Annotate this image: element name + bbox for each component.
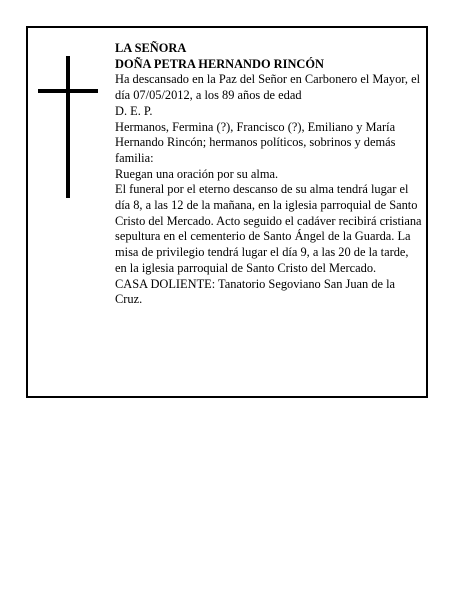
cross-vertical-bar [66,56,70,198]
cross-horizontal-bar [38,89,98,93]
obituary-notice [26,26,428,398]
family-list: Hermanos, Fermina (?), Francisco (?), Emiliano y María Hernando Rincón; hermanos políticos, sobrinos y demás familia: [115,119,396,165]
death-announcement: Ha descansado en la Paz del Señor en Carbonero el Mayor, el día 07/05/2012, a los 89 años de edad [115,72,421,103]
obituary-heading: LA SEÑORA [115,41,187,55]
cross-icon [38,56,98,198]
mourning-house: CASA DOLIENTE: Tanatorio Segoviano San Juan de la Cruz. [115,276,396,307]
obituary-text [115,41,423,308]
deceased-name: DOÑA PETRA HERNANDO RINCÓN [115,56,324,71]
rest-in-peace: D. E. P. [115,103,153,118]
prayer-request: Ruegan una oración por su alma. [115,166,279,181]
funeral-details: El funeral por el eterno descanso de su alma tendrá lugar el día 8, a las 12 de la mañana, en la iglesia parroquial de Santo Cristo del Mercado. Acto seguido el cadáver recibirá cristiana sepultura en el cementerio de Santo Ángel de la Guarda. La misa de privilegio tendrá lugar el día 9, a las 20 de la tarde, en la iglesia parroquial de Santo Cristo del Mercado. [115,182,422,275]
